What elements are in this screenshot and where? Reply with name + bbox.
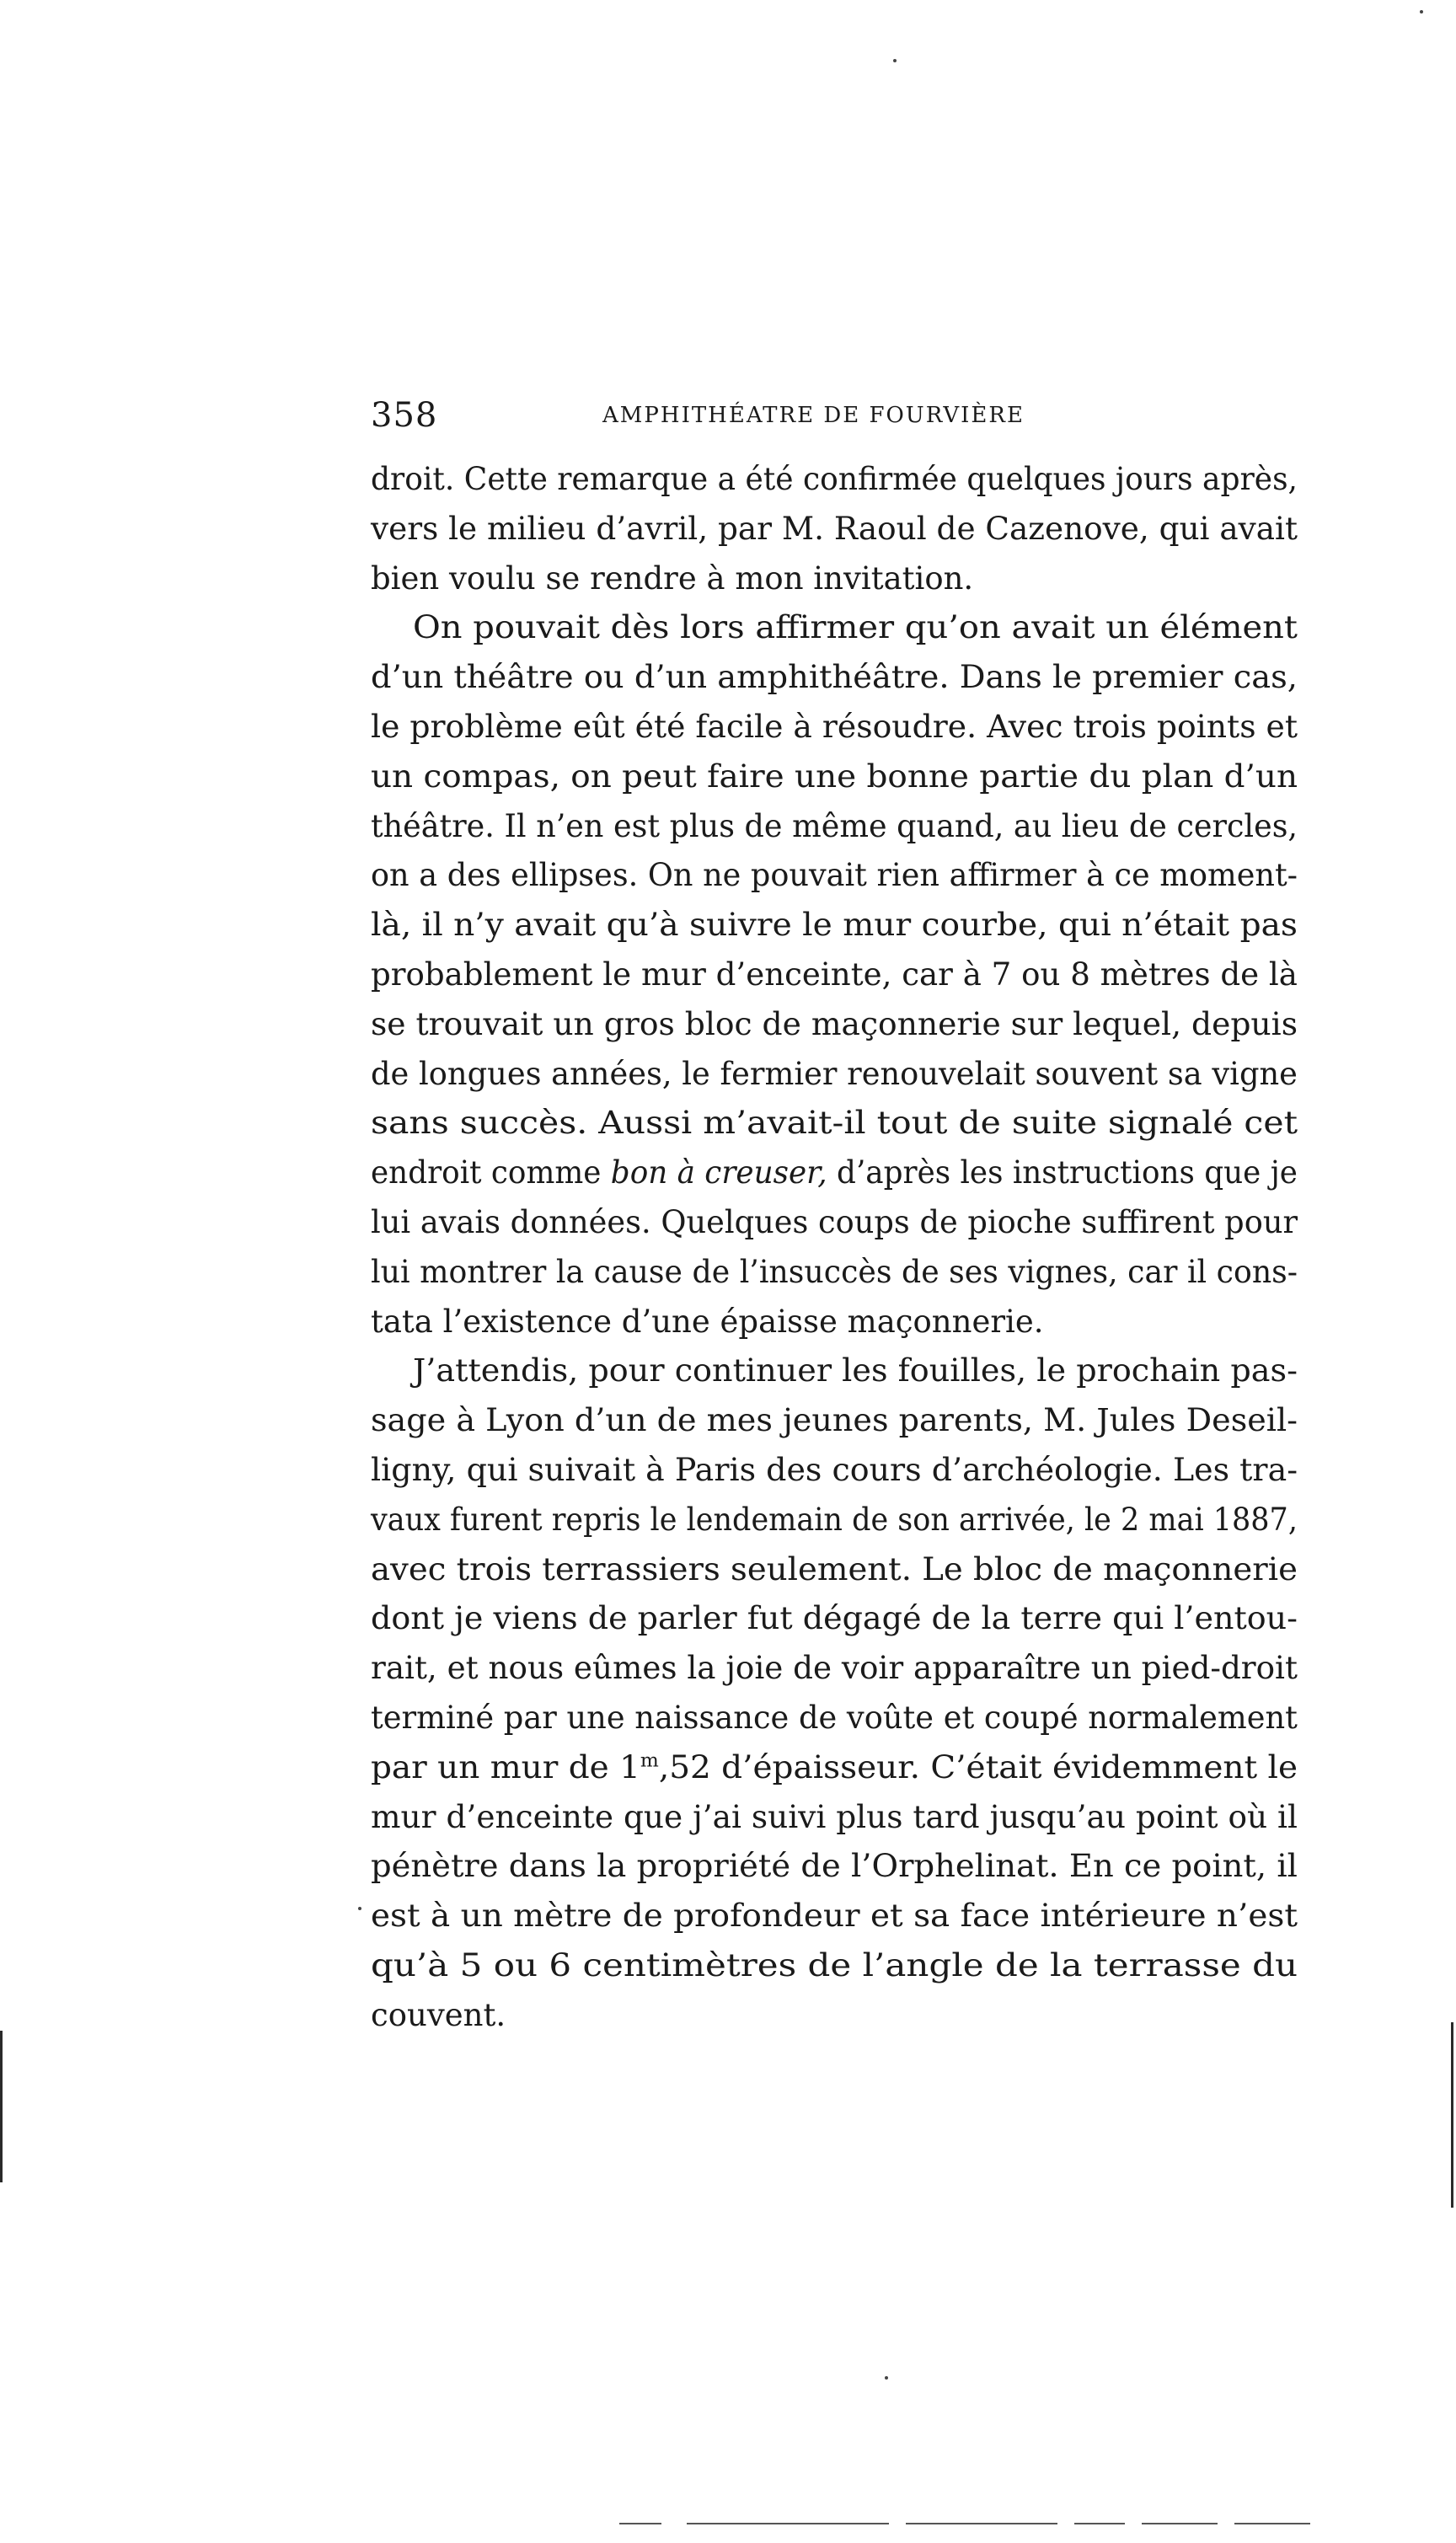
text-line: endroit comme bon à creuser, d’après les instructions que je xyxy=(371,1154,1298,1191)
text-line: ligny, qui suivait à Paris des cours d’archéologie. Les tra- xyxy=(371,1451,1298,1488)
bottom-rule-segment xyxy=(687,2523,889,2524)
paragraph-first-line: J’attendis, pour continuer les fouilles, le prochain pas- xyxy=(413,1352,1298,1389)
text-line: un compas, on peut faire une bonne partie du plan d’un xyxy=(371,758,1298,795)
text-line: tata l’existence d’une épaisse maçonnerie. xyxy=(371,1303,1044,1340)
text-line: sans succès. Aussi m’avait-il tout de suite signalé cet xyxy=(371,1105,1298,1142)
text-line: bien voulu se rendre à mon invitation. xyxy=(371,559,974,597)
speck-mark xyxy=(1420,10,1423,13)
text-line: se trouvait un gros bloc de maçonnerie sur lequel, depuis xyxy=(371,1005,1298,1042)
text-line: lui montrer la cause de l’insuccès de ses vignes, car il cons- xyxy=(371,1253,1298,1290)
text-line: droit. Cette remarque a été confirmée quelques jours après, xyxy=(371,461,1298,497)
text-line: est à un mètre de profondeur et sa face intérieure n’est xyxy=(371,1898,1298,1935)
text-line: là, il n’y avait qu’à suivre le mur courbe, qui n’était pas xyxy=(371,907,1298,944)
bottom-rule-segment xyxy=(1142,2523,1218,2524)
text-line: vers le milieu d’avril, par M. Raoul de Cazenove, qui avait xyxy=(371,510,1298,547)
left-edge-mark xyxy=(0,2031,3,2182)
speck-mark xyxy=(358,1907,361,1910)
text-line: pénètre dans la propriété de l’Orphelinat. En ce point, il xyxy=(371,1848,1298,1885)
text-line: on a des ellipses. On ne pouvait rien affirmer à ce moment- xyxy=(371,857,1298,894)
text-line: rait, et nous eûmes la joie de voir apparaître un pied-droit xyxy=(371,1650,1298,1687)
text-line: sage à Lyon d’un de mes jeunes parents, M. Jules Deseil- xyxy=(371,1402,1298,1439)
page-number: 358 xyxy=(371,396,438,435)
bottom-rule-segment xyxy=(1074,2523,1125,2524)
text-line: dont je viens de parler fut dégagé de la terre qui l’entou- xyxy=(371,1600,1298,1637)
text-line: lui avais données. Quelques coups de pioche suffirent pour xyxy=(371,1203,1298,1240)
speck-mark xyxy=(893,59,897,62)
paragraph-first-line: On pouvait dès lors affirmer qu’on avait un élément xyxy=(413,609,1298,646)
text-line: vaux furent repris le lendemain de son arrivée, le 2 mai 1887, xyxy=(371,1501,1298,1538)
body-text xyxy=(371,455,1298,2041)
running-title: AMPHITHÉATRE DE FOURVIÈRE xyxy=(602,403,1025,428)
text-line: de longues années, le fermier renouvelait souvent sa vigne xyxy=(371,1055,1298,1092)
superscript: m xyxy=(640,1750,659,1772)
text-line: terminé par une naissance de voûte et coupé normalement xyxy=(371,1699,1298,1736)
text-line: probablement le mur d’enceinte, car à 7 ou 8 mètres de là xyxy=(371,956,1298,993)
text-line: par un mur de 1$^m$,52 d’épaisseur. C’était évidemment le xyxy=(371,1748,1298,1785)
bottom-rule-segment xyxy=(619,2523,661,2524)
text-line: le problème eût été facile à résoudre. Avec trois points et xyxy=(371,708,1298,745)
bottom-rule-segment xyxy=(1234,2523,1310,2524)
text-line: qu’à 5 ou 6 centimètres de l’angle de la terrasse du xyxy=(371,1946,1298,1984)
text-line: d’un théâtre ou d’un amphithéâtre. Dans le premier cas, xyxy=(371,659,1298,696)
bottom-rule-segment xyxy=(906,2523,1057,2524)
speck-mark xyxy=(885,2376,888,2380)
text-line: théâtre. Il n’en est plus de même quand, au lieu de cercles, xyxy=(371,807,1298,844)
right-edge-mark xyxy=(1451,2022,1453,2208)
text-line: avec trois terrassiers seulement. Le bloc de maçonnerie xyxy=(371,1550,1298,1587)
running-head xyxy=(371,396,1062,447)
paragraph-last-line: couvent. xyxy=(371,1996,506,2033)
italic-phrase: bon à creuser, xyxy=(610,1154,827,1191)
text-line: mur d’enceinte que j’ai suivi plus tard jusqu’au point où il xyxy=(371,1798,1298,1835)
